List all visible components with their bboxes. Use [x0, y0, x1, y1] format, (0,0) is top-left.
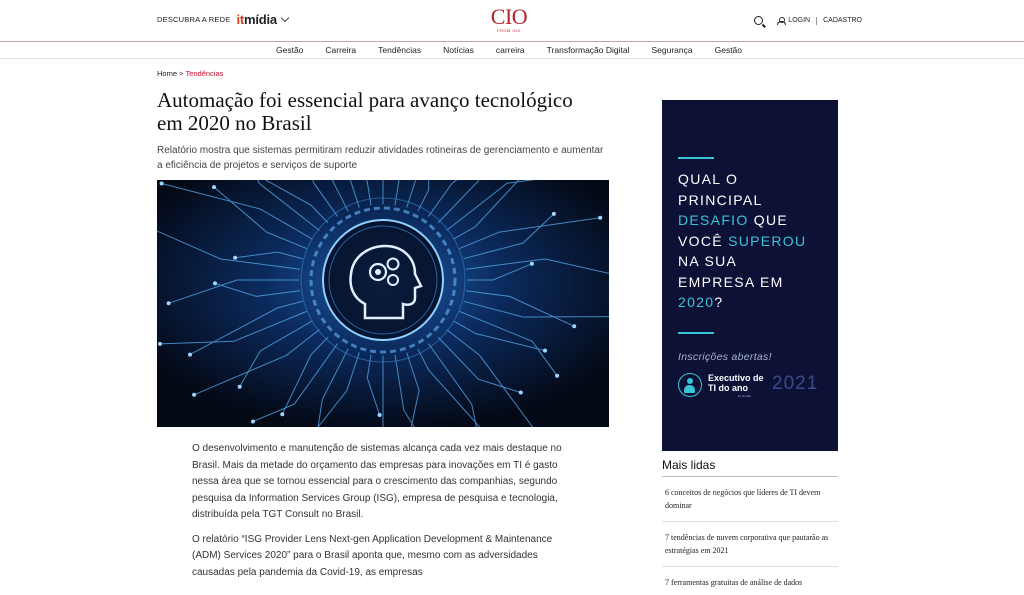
circuit-node	[543, 349, 547, 353]
nav-item-seguranca[interactable]: Segurança	[651, 45, 693, 55]
logo-subtext: FROM IDG	[497, 28, 521, 33]
promo-banner[interactable]	[662, 100, 838, 451]
article-hero-image	[157, 180, 609, 427]
circuit-node	[192, 393, 196, 397]
user-icon	[777, 17, 784, 25]
breadcrumb-separator: >	[179, 69, 184, 78]
circuit-node	[188, 353, 192, 357]
circuit-node	[378, 413, 382, 417]
circuit-node	[167, 301, 171, 305]
banner-line: NA SUA	[678, 253, 738, 269]
nav-item-gestao-2[interactable]: Gestão	[714, 45, 743, 55]
award-person-icon	[678, 373, 702, 397]
article-subtitle: Relatório mostra que sistemas permitiram reduzir atividades rotineiras de gerenciamento e aumentar a eficiência de projetos e serviços de suporte	[157, 145, 604, 171]
divider	[816, 17, 817, 25]
banner-note: Inscrições abertas!	[678, 351, 772, 363]
award-year: 2021	[772, 373, 819, 394]
article-body	[192, 441, 580, 589]
breadcrumb-current[interactable]: Tendências	[185, 69, 224, 78]
nav-item-tendencias[interactable]: Tendências	[378, 45, 422, 55]
circuit-node	[212, 185, 216, 189]
register-link[interactable]: CADASTRO	[823, 17, 862, 24]
circuit-node	[552, 212, 556, 216]
nav-item-gestao[interactable]: Gestão	[276, 45, 304, 55]
login-link[interactable]: LOGIN	[788, 17, 811, 24]
circuit-node	[158, 342, 162, 346]
banner-line: VOCÊ SUPEROU	[678, 232, 807, 249]
site-logo[interactable]	[486, 6, 532, 33]
top-bar	[0, 0, 1024, 42]
most-read-item[interactable]: 7 ferramentas gratuitas de análise de dados	[665, 578, 803, 587]
most-read-item[interactable]: 6 conceitos de negócios que líderes de TI devem dominar	[662, 477, 838, 522]
network-selector[interactable]	[157, 12, 288, 27]
nav-item-carreira[interactable]: Carreira	[325, 45, 357, 55]
circuit-node	[280, 412, 284, 416]
chevron-down-icon[interactable]	[281, 13, 289, 21]
banner-line: QUAL O	[678, 171, 739, 187]
nav-item-noticias[interactable]: Notícias	[443, 45, 474, 55]
breadcrumb-home[interactable]: Home	[157, 69, 178, 78]
most-read-title: Mais lidas	[662, 458, 716, 472]
circuit-node	[530, 262, 534, 266]
award-title: Executivo de TI do ano	[708, 373, 764, 393]
banner-headline	[678, 169, 806, 313]
circuit-node	[555, 374, 559, 378]
banner-line: PRINCIPAL	[678, 191, 763, 208]
banner-line: 2020?	[678, 294, 724, 310]
most-read-list	[662, 477, 838, 595]
nav-item-carreira-2[interactable]: carreira	[495, 45, 525, 55]
circuit-node	[238, 385, 242, 389]
article-title: Automação foi essencial para avanço tecnológico em 2020 no Brasil	[157, 88, 573, 135]
breadcrumb	[157, 69, 223, 78]
banner-accent-line	[678, 157, 714, 159]
header-tools	[754, 16, 862, 25]
banner-accent-line	[678, 332, 714, 334]
award-subtitle: by itmídia	[738, 394, 751, 398]
circuit-node	[233, 256, 237, 260]
main-nav	[0, 42, 1024, 59]
network-label: DESCUBRA A REDE	[157, 15, 231, 24]
circuit-node	[213, 281, 217, 285]
nav-items	[276, 45, 764, 55]
itmidia-logo[interactable]: itmídia	[236, 12, 277, 27]
search-icon[interactable]	[754, 16, 763, 25]
circuit-node	[572, 324, 576, 328]
circuit-node	[160, 182, 164, 186]
logo-text: CIO	[490, 4, 528, 29]
circuit-node	[598, 216, 602, 220]
nav-item-transformacao-digital[interactable]: Transformação Digital	[546, 45, 630, 55]
banner-line: DESAFIO QUE	[678, 212, 788, 228]
ai-head-circuit-illustration	[157, 180, 609, 427]
circuit-node	[251, 420, 255, 424]
banner-line: EMPRESA EM	[678, 273, 784, 290]
circuit-node	[519, 391, 523, 395]
article-paragraph: O relatório “ISG Provider Lens Next-gen Application Development & Maintenance (ADM) Services 2020” para o Brasil aponta que, mesmo com as adversidades causadas pela pandemia da Covid-19, as empresas	[192, 533, 553, 578]
most-read-item[interactable]: 7 tendências de nuvem corporativa que pautarão as estratégias em 2021	[662, 522, 838, 567]
article-paragraph: O desenvolvimento e manutenção de sistemas alcança cada vez mais destaque no Brasil. Mais da metade do orçamento das empresas para inovações em TI é gasto nessa área que se tornou essencial para o crescimento das companhias, segundo pesquisa da Information Services Group (ISG), empresa de pesquisa e tecnologia, distribuída pela TGT Consult no Brasil.	[192, 443, 562, 520]
